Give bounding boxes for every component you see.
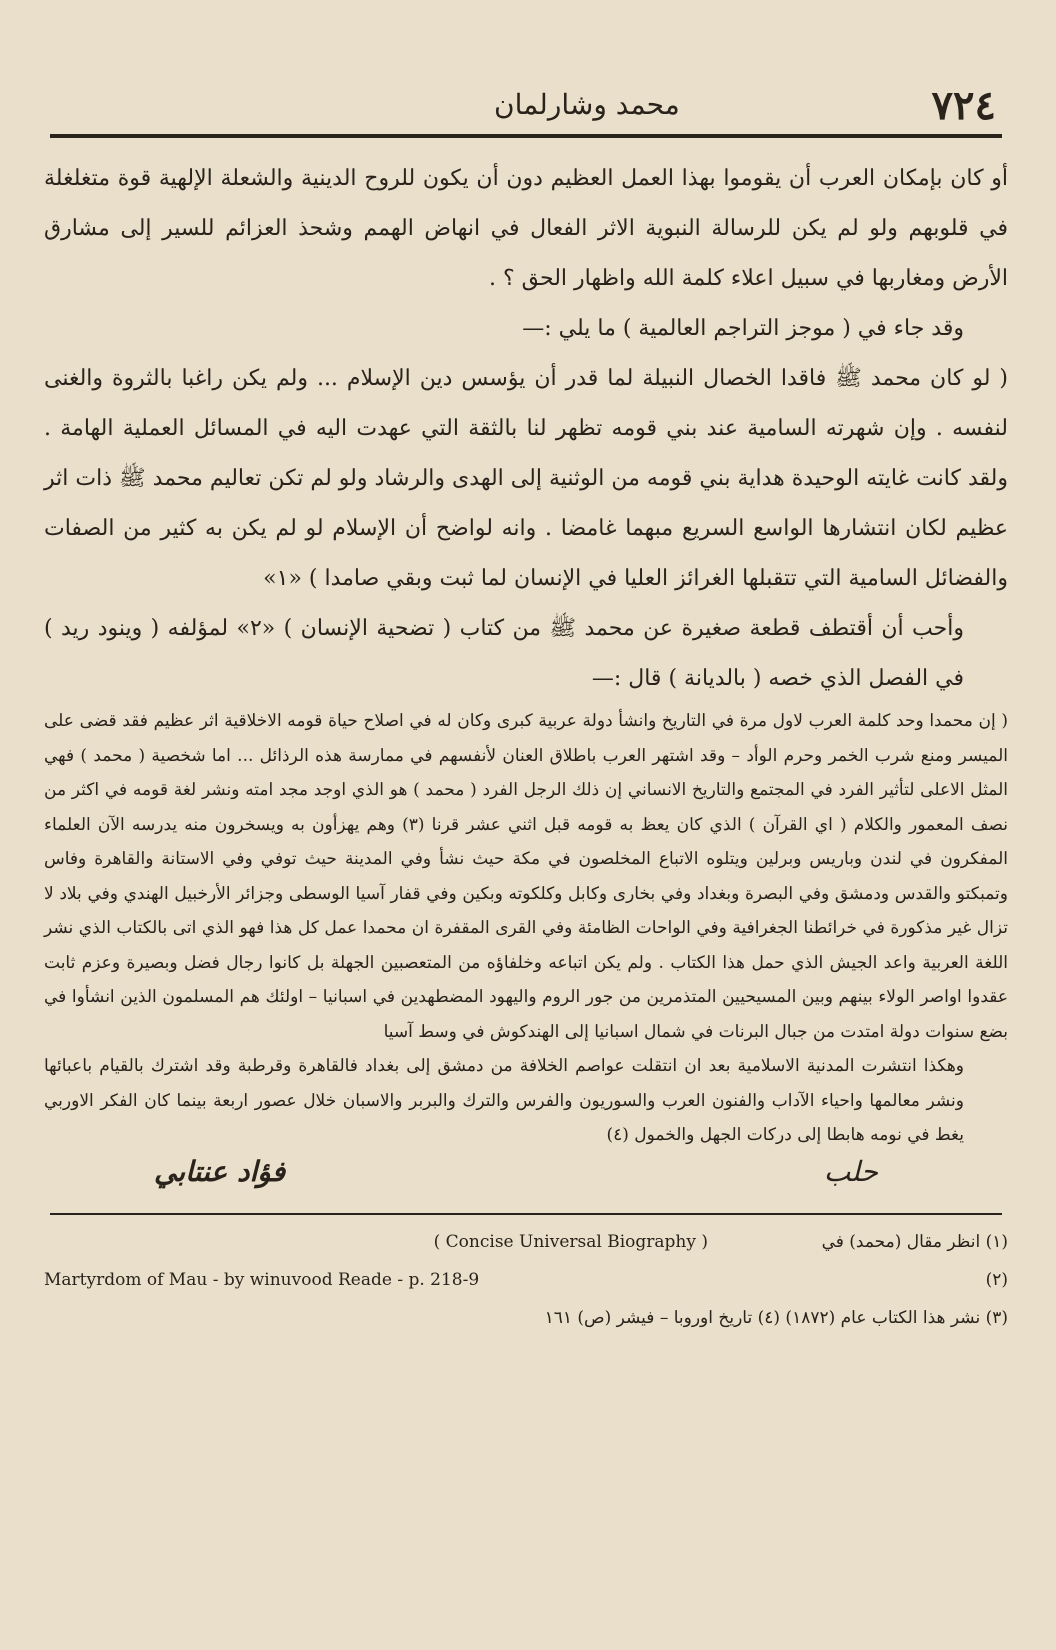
footnote-rule xyxy=(50,1213,1002,1215)
main-text xyxy=(44,154,1008,1153)
footnote-1-english: ( Concise Universal Biography ) xyxy=(433,1231,708,1252)
page-number: ٧٢٤ xyxy=(931,82,996,129)
paragraph-small: وهكذا انتشرت المدنية الاسلامية بعد ان انتقلت عواصم الخلافة من دمشق إلى بغداد فالقاهرة وقرطبة وقد اشترك بالقيام باعبائها ونشر معالمها واحياء الآداب والفنون العرب والسوريون والفرس والترك والبربر والاسبان خلال عصور اربعة بينما كان الفكر الاوربي يغط في نومه هابطا إلى دركات الجهل والخمول (٤) xyxy=(44,1056,964,1145)
page-header xyxy=(44,70,1008,132)
quote-paragraph: ( لو كان محمد ﷺ فاقدا الخصال النبيلة لما قدر أن يؤسس دين الإسلام ... ولم يكن راغبا بالثروة والغنى لنفسه . وإن شهرته السامية عند بني قومه تظهر لنا بالثقة التي عهدت اليه في المسائل العملية الهامة . ولقد كانت غايته الوحيدة هداية بني قومه من الوثنية إلى الهدى والرشاد ولو لم تكن تعاليم محمد ﷺ ذات اثر عظيم لكان انتشارها الواسع السريع مبهما غامضا . وانه لواضح أن الإسلام لو لم يكن به كثير من الصفات والفضائل السامية التي تتقبلها الغرائز العليا في الإنسان لما ثبت وبقي صامدا ) «١» xyxy=(44,366,1008,591)
footnote-1-arabic: (١) انظر مقال (محمد) في xyxy=(821,1231,1008,1252)
footnote-1 xyxy=(44,1223,1008,1261)
footnote-3-4 xyxy=(44,1299,1008,1337)
signature-city: حلب xyxy=(823,1154,878,1188)
quote-paragraph-small: ( إن محمدا وحد كلمة العرب لاول مرة في التاريخ وانشأ دولة عربية كبرى وكان له في اصلاح حياة قومه الاخلاقية اثر عظيم فقد قضى على الميسر ومنع شرب الخمر وحرم الوأد – وقد اشتهر العرب باطلاق العنان لأنفسهم في ممارسة هذه الرذائل ... اما شخصية ( محمد ) فهي المثل الاعلى لتأثير الفرد في المجتمع والتاريخ الانساني إن ذلك الرجل الفرد ( محمد ) هو الذي اوجد مجد امته ونشر لغة قومه في اكثر من نصف المعمور والكلام ( اي القرآن ) الذي كان يعظ به قومه قبل اثني عشر قرنا (٣) وهم يهزأون به ويسخرون منه يدرسه الآن العلماء المفكرون في لندن وباريس وبرلين ويتلوه الاتباع المخلصون في مكة حيث نشأ وفي المدينة حيث توفي وفي الاستانة والقاهرة وفاس وتمبكتو والقدس ودمشق وفي البصرة وبغداد وفي بخارى وكابل وكلكوته وبكين وفي قفار آسيا الوسطى وجزائر الأرخبيل الهندي وفي بلاد لا تزال غير مذكورة في خرائطنا الجغرافية وفي الواحات الظامئة وفي القرى المقفرة ان محمدا عمل كل هذا فهو الذي اتى بالكتاب الذي نشر اللغة العربية واعد الجيش الذي حمل هذا الكتاب . ولم يكن اتباعه وخلفاؤه من المتعصبين الجهلة بل كانوا رجال فضل وبصيرة وعزم ثابت عقدوا اواصر الولاء بينهم وبين المسيحيين المتذمرين من جور الروم واليهود المضطهدين في اسبانيا – اولئك هم المسلمون الذين انشأوا في بضع سنوات دولة امتدت من جبال البرنات في شمال اسبانيا إلى الهندكوش في وسط آسيا xyxy=(44,711,1008,1042)
signature-author: فؤاد عنتابي xyxy=(154,1154,286,1188)
running-title: محمد وشارلمان xyxy=(494,88,680,121)
paragraph: أو كان بإمكان العرب أن يقوموا بهذا العمل العظيم دون أن يكون للروح الدينية والشعلة الإلهية قوة متغلغلة في قلوبهم ولو لم يكن للرسالة النبوية الاثر الفعال في انهاض الهمم وشحذ العزائم للسير إلى مشارق الأرض ومغاربها في سبيل اعلاء كلمة الله واظهار الحق ؟ . xyxy=(44,166,1008,291)
footnote-2 xyxy=(44,1261,1008,1299)
paragraph: وقد جاء في ( موجز التراجم العالمية ) ما يلي :— xyxy=(522,316,964,341)
footnotes xyxy=(44,1223,1008,1337)
footnote-3-4-text: (٣) نشر هذا الكتاب عام (١٨٧٢) (٤) تاريخ اوروبا – فيشر (ص) ١٦١ xyxy=(544,1307,1008,1328)
footnote-2-english: Martyrdom of Mau - by winuvood Reade - p. 218-9 xyxy=(44,1269,480,1290)
signature-block xyxy=(44,1153,1008,1209)
header-rule xyxy=(50,134,1002,138)
paragraph: وأحب أن أقتطف قطعة صغيرة عن محمد ﷺ من كتاب ( تضحية الإنسان ) «٢» لمؤلفه ( وينود ريد ) في الفصل الذي خصه ( بالديانة ) قال :— xyxy=(44,616,964,691)
footnote-2-mark: (٢) xyxy=(985,1269,1008,1290)
